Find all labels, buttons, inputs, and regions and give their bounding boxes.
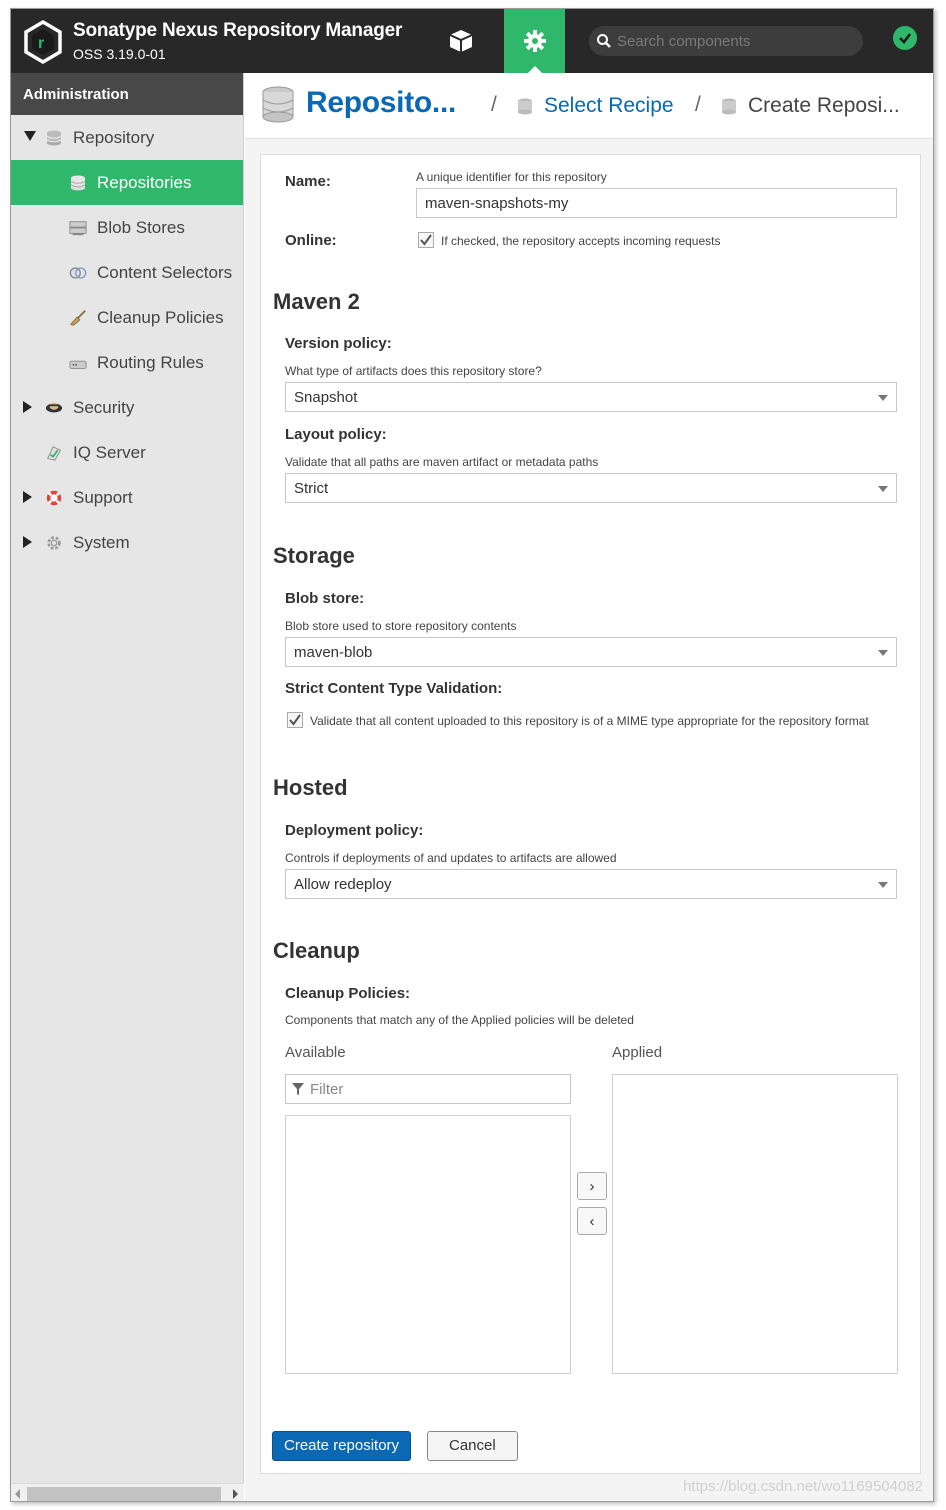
move-left-button[interactable]: ‹ <box>577 1207 607 1235</box>
watermark: https://blog.csdn.net/wo1169504082 <box>683 1478 923 1495</box>
applied-label: Applied <box>612 1044 663 1061</box>
filter-icon <box>292 1083 304 1095</box>
create-repository-button[interactable]: Create repository <box>272 1431 411 1461</box>
scroll-left-icon[interactable] <box>15 1489 20 1499</box>
name-help: A unique identifier for this repository <box>416 170 607 184</box>
search-input[interactable] <box>617 30 853 52</box>
blob-store-select[interactable] <box>285 637 897 667</box>
cancel-button[interactable]: Cancel <box>427 1431 518 1461</box>
server-icon <box>69 219 87 237</box>
version-policy-help: What type of artifacts does this repository store? <box>285 364 542 378</box>
breadcrumb-separator: / <box>695 93 701 116</box>
browse-button[interactable] <box>439 19 483 63</box>
filter-placeholder: Filter <box>310 1081 344 1098</box>
layout-policy-select[interactable] <box>285 473 897 503</box>
create-repository-form <box>260 154 921 1474</box>
sidebar-item-label: Security <box>73 397 135 417</box>
layout-policy-value: Strict <box>294 480 329 497</box>
chevron-down-icon[interactable] <box>878 882 888 888</box>
expand-caret-icon[interactable] <box>23 491 32 503</box>
sidebar-item-security[interactable] <box>11 385 243 430</box>
sidebar-item-system[interactable] <box>11 520 243 565</box>
sidebar-item-label: Repositories <box>97 172 192 192</box>
online-checkbox[interactable] <box>418 232 434 248</box>
breadcrumb-separator: / <box>491 93 497 116</box>
available-label: Available <box>285 1044 346 1061</box>
security-icon <box>45 399 63 417</box>
sidebar-item-content-selectors[interactable] <box>11 250 243 295</box>
sidebar-item-label: Blob Stores <box>97 217 185 237</box>
app-version: OSS 3.19.0-01 <box>73 46 166 62</box>
sidebar-item-support[interactable] <box>11 475 243 520</box>
database-icon <box>721 98 737 121</box>
lifebuoy-icon <box>45 489 63 507</box>
iq-icon <box>45 444 63 462</box>
name-label: Name: <box>285 173 331 190</box>
broom-icon <box>69 309 87 327</box>
sidebar <box>11 73 244 1502</box>
version-policy-select[interactable] <box>285 382 897 412</box>
gear-icon <box>523 29 547 53</box>
blob-store-help: Blob store used to store repository contents <box>285 619 517 633</box>
svg-text:r: r <box>38 35 45 52</box>
expand-caret-icon[interactable] <box>23 536 32 548</box>
sidebar-item-label: Repository <box>73 127 155 147</box>
cleanup-policies-help: Components that match any of the Applied policies will be deleted <box>285 1013 634 1027</box>
maven-section-title: Maven 2 <box>273 289 360 314</box>
collapse-caret-icon[interactable] <box>24 131 36 141</box>
name-field[interactable]: maven-snapshots-my <box>416 188 897 218</box>
database-icon <box>69 174 87 192</box>
router-icon <box>69 354 87 372</box>
sidebar-item-repository[interactable] <box>11 115 243 160</box>
hosted-section-title: Hosted <box>273 775 348 800</box>
storage-section-title: Storage <box>273 543 355 568</box>
nexus-logo-icon[interactable] <box>23 20 63 64</box>
chevron-down-icon[interactable] <box>878 486 888 492</box>
breadcrumb-root[interactable]: Reposito... <box>306 86 457 119</box>
search-box[interactable] <box>589 26 863 56</box>
filter-input[interactable] <box>285 1074 571 1104</box>
app-window <box>10 8 934 1502</box>
main-content <box>245 73 934 1502</box>
breadcrumb-select-recipe[interactable]: Select Recipe <box>544 94 674 117</box>
layout-policy-help: Validate that all paths are maven artifact or metadata paths <box>285 455 599 469</box>
chevron-down-icon[interactable] <box>878 650 888 656</box>
breadcrumb <box>245 73 934 139</box>
sidebar-item-label: Cleanup Policies <box>97 307 224 327</box>
blob-store-label: Blob store: <box>285 590 365 607</box>
chevron-down-icon[interactable] <box>878 395 888 401</box>
blob-store-value: maven-blob <box>294 644 373 661</box>
strict-content-type-label: Strict Content Type Validation: <box>285 680 503 697</box>
cog-icon <box>45 534 63 552</box>
sidebar-heading: Administration <box>11 73 243 115</box>
strict-content-type-help: Validate that all content uploaded to this repository is of a MIME type appropriate for the repository format <box>310 714 869 728</box>
database-icon <box>45 129 63 147</box>
version-policy-label: Version policy: <box>285 335 392 352</box>
database-icon <box>261 86 295 129</box>
online-help: If checked, the repository accepts incoming requests <box>441 234 721 248</box>
version-policy-value: Snapshot <box>294 389 358 406</box>
sidebar-horizontal-scrollbar[interactable] <box>11 1483 244 1502</box>
deployment-policy-value: Allow redeploy <box>294 876 392 893</box>
available-list[interactable] <box>285 1115 571 1374</box>
sidebar-item-iq-server[interactable] <box>11 430 243 475</box>
sidebar-item-label: Support <box>73 487 133 507</box>
breadcrumb-current: Create Reposi... <box>748 94 900 117</box>
cleanup-policies-label: Cleanup Policies: <box>285 985 411 1002</box>
top-bar <box>11 9 934 73</box>
move-right-button[interactable]: › <box>577 1172 607 1200</box>
sidebar-item-cleanup-policies[interactable] <box>11 295 243 340</box>
cube-icon <box>448 28 474 54</box>
cleanup-section-title: Cleanup <box>273 938 360 963</box>
scroll-right-icon[interactable] <box>233 1489 238 1499</box>
sidebar-item-blob-stores[interactable] <box>11 205 243 250</box>
applied-list[interactable] <box>612 1074 898 1374</box>
app-title: Sonatype Nexus Repository Manager <box>73 20 403 41</box>
online-label: Online: <box>285 232 337 249</box>
search-icon <box>596 33 612 49</box>
sidebar-item-label: Routing Rules <box>97 352 204 372</box>
sidebar-item-routing-rules[interactable] <box>11 340 243 385</box>
selector-icon <box>69 264 87 282</box>
sidebar-item-label: Content Selectors <box>97 262 233 282</box>
status-check-icon[interactable] <box>893 26 917 50</box>
database-icon <box>517 98 533 121</box>
admin-button[interactable] <box>504 9 565 73</box>
sidebar-item-repositories[interactable] <box>11 160 243 205</box>
deployment-policy-help: Controls if deployments of and updates to artifacts are allowed <box>285 851 617 865</box>
deployment-policy-label: Deployment policy: <box>285 822 424 839</box>
expand-caret-icon[interactable] <box>23 401 32 413</box>
sidebar-item-label: IQ Server <box>73 442 146 462</box>
layout-policy-label: Layout policy: <box>285 426 387 443</box>
sidebar-item-label: System <box>73 532 130 552</box>
strict-content-type-checkbox[interactable] <box>287 712 303 728</box>
deployment-policy-select[interactable] <box>285 869 897 899</box>
scrollbar-thumb[interactable] <box>27 1487 221 1501</box>
